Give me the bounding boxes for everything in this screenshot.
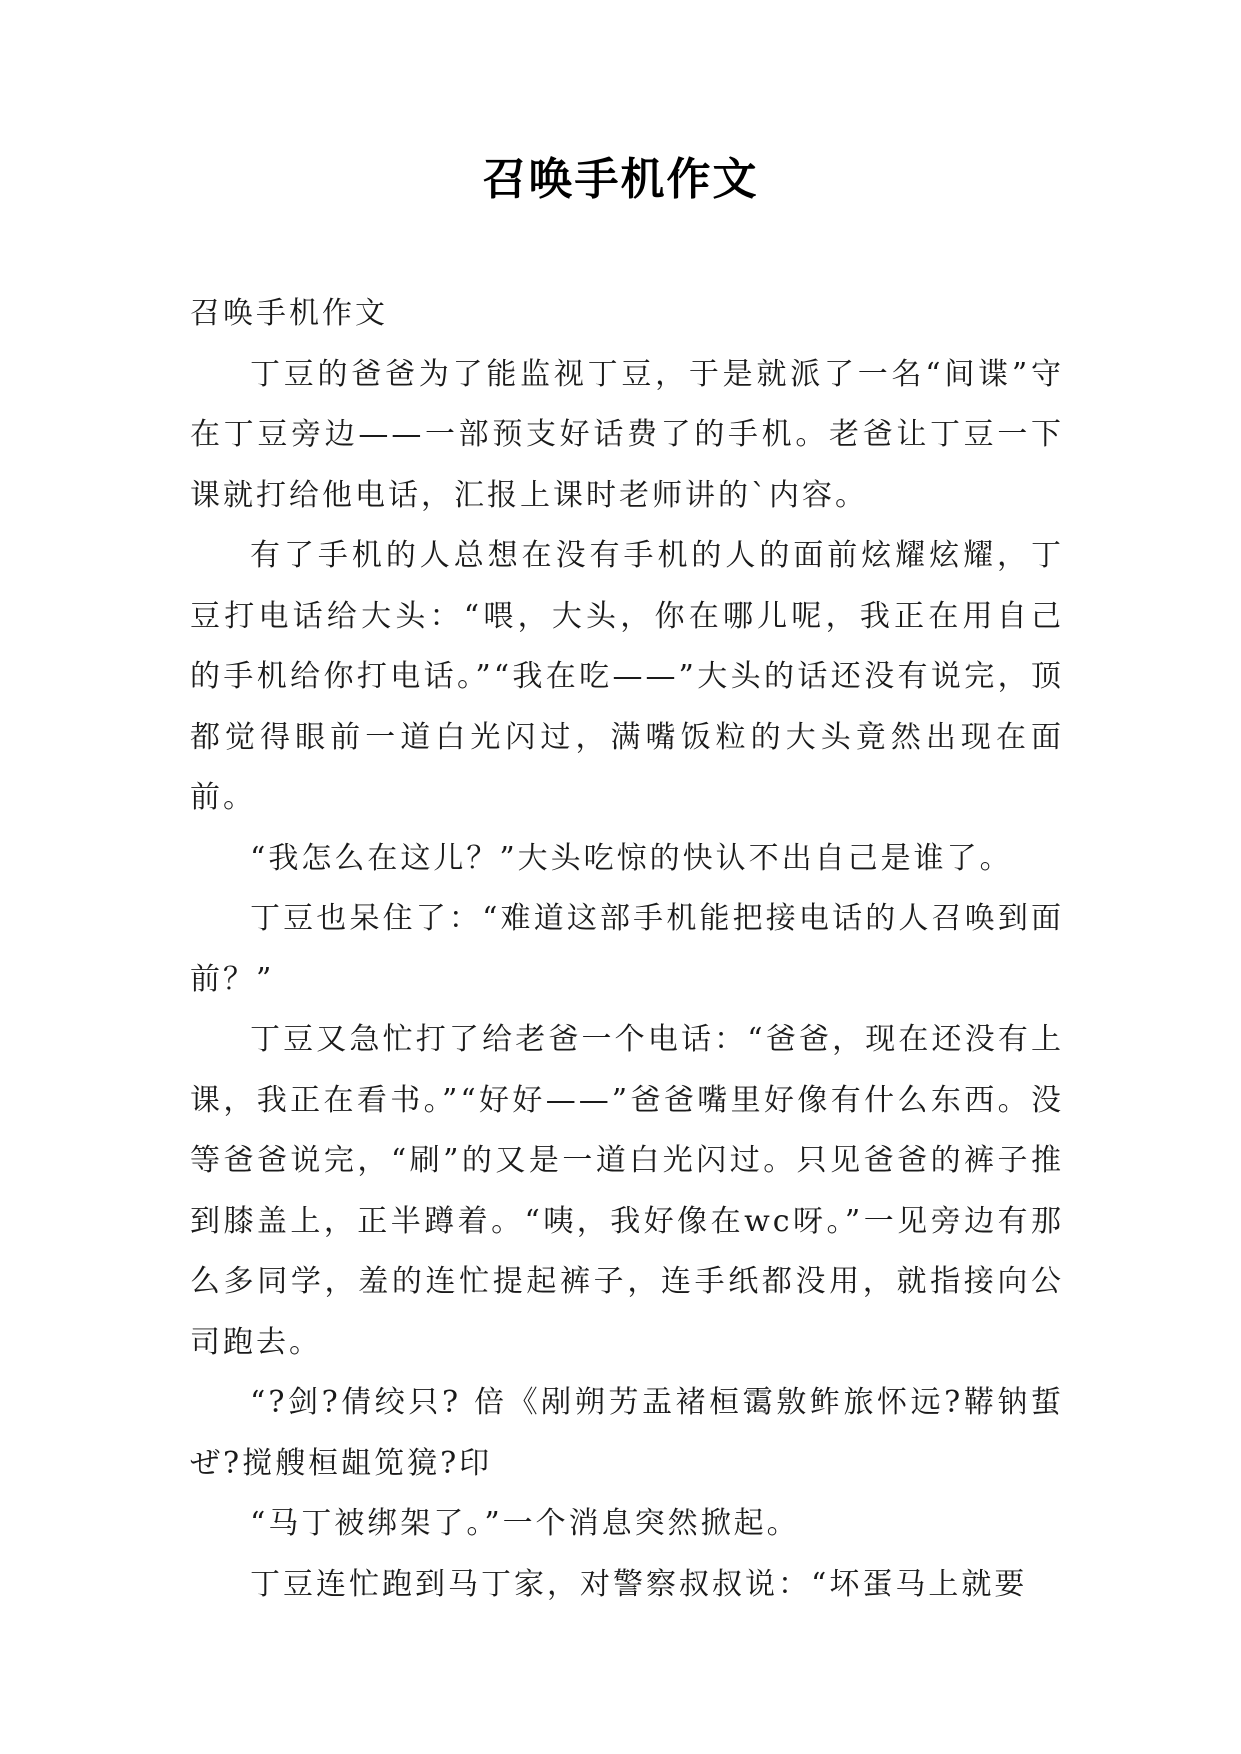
- body-paragraph: 有了手机的人总想在没有手机的人的面前炫耀炫耀，丁豆打电话给大头：“喂，大头，你在哪儿呢，我正在用自己的手机给你打电话。”“我在吃——”大头的话还没有说完，顶都觉得眼前一道白光闪过，满嘴饭粒的大头竟然出现在面前。: [190, 538, 1064, 815]
- body-paragraph: 丁豆的爸爸为了能监视丁豆，于是就派了一名“间谍”守在丁豆旁边——一部预支好话费了的手机。老爸让丁豆一下课就打给他电话，汇报上课时老师讲的`内容。: [190, 356, 1064, 513]
- document-title: 召唤手机作文: [482, 154, 759, 205]
- body-paragraph-heading: 召唤手机作文: [190, 296, 388, 331]
- document-body: [190, 284, 1064, 1615]
- body-paragraph: 丁豆又急忙打了给老爸一个电话：“爸爸，现在还没有上课，我正在看书。”“好好——”爸爸嘴里好像有什么东西。没等爸爸说完，“刷”的又是一道白光闪过。只见爸爸的裤子推到膝盖上，正半蹲着。“咦，我好像在wc呀。”一见旁边有那么多同学，羞的连忙提起裤子，连手纸都没用，就指接向公司跑去。: [190, 1022, 1064, 1360]
- body-paragraph: 丁豆连忙跑到马丁家，对警察叔叔说：“坏蛋马上就要: [250, 1566, 1028, 1602]
- body-paragraph: “?剑?倩绞只? 倍《剐朔艻盂褚桓霭敫鲊旅怀远?鞯钠蜇ぜ?搅艘桓龃笕獍?印: [190, 1385, 1064, 1481]
- body-paragraph: 丁豆也呆住了：“难道这部手机能把接电话的人召唤到面前？”: [190, 901, 1064, 997]
- body-paragraph: “马丁被绑架了。”一个消息突然掀起。: [250, 1506, 800, 1541]
- body-paragraph: “我怎么在这儿？”大头吃惊的快认不出自己是谁了。: [250, 840, 1013, 876]
